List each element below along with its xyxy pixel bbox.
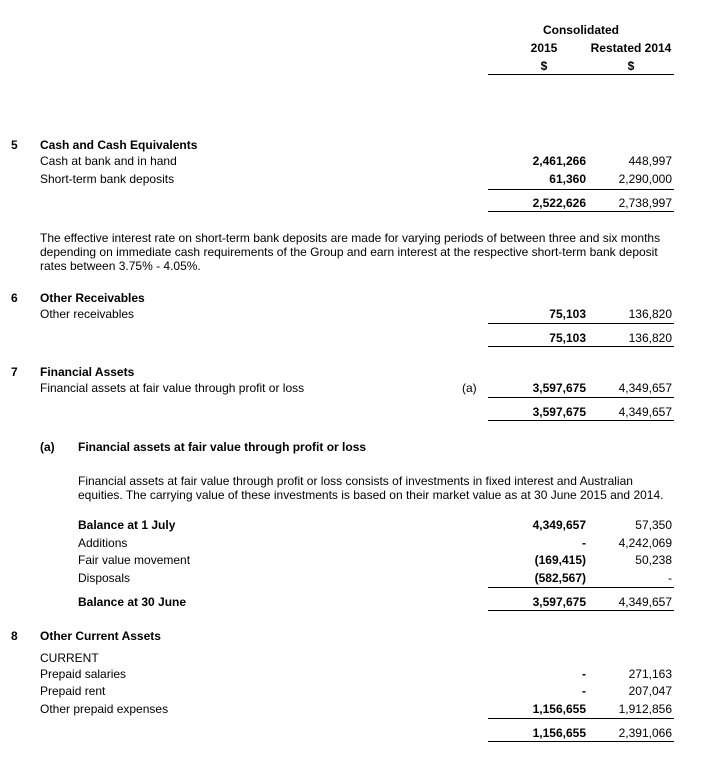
subtotal-rule	[488, 587, 674, 588]
note-8-row-label: Other prepaid expenses	[40, 702, 169, 716]
note-7a-row-value-2014: 50,238	[635, 553, 672, 567]
note-7a-row-label: Fair value movement	[78, 553, 191, 567]
unit-2014-header: $	[627, 59, 635, 73]
note-7a-row-value-2014: -	[668, 571, 672, 585]
note-7-row-value-2014: 4,349,657	[618, 381, 672, 395]
note-7a-row-value-2014: 4,242,069	[618, 536, 672, 550]
note-6-total-2014: 136,820	[628, 331, 672, 345]
note-5-paragraph: The effective interest rate on short-term bank deposits are made for varying periods of between three and six months depending on immediate cash requirements of the Group and earn interest at the respective short-term bank deposit rates between 3.75% - 4.05%.	[40, 231, 661, 273]
note-8-subheading: CURRENT	[40, 651, 99, 665]
note-8-row-value-2015: -	[582, 667, 586, 681]
note-7a-row-value-2015: -	[582, 536, 586, 550]
note-5-title: Cash and Cash Equivalents	[40, 138, 198, 152]
note-7a-row-label: Additions	[78, 536, 128, 550]
note-8-row-label: Prepaid salaries	[40, 667, 127, 681]
note-7a-marker: (a)	[40, 440, 55, 454]
note-8-row-value-2015: -	[582, 684, 586, 698]
note-7a-row-value-2015: (169,415)	[534, 553, 586, 567]
subtotal-rule	[488, 397, 674, 398]
note-7-total-2015: 3,597,675	[532, 405, 586, 419]
note-8-total-2015: 1,156,655	[532, 726, 586, 740]
note-6-title: Other Receivables	[40, 291, 145, 305]
note-8-row-value-2015: 1,156,655	[532, 702, 586, 716]
note-7a-row-value-2014: 57,350	[635, 518, 672, 532]
note-7-number: 7	[11, 365, 18, 379]
note-7a-total-2015: 3,597,675	[532, 595, 586, 609]
note-5-number: 5	[11, 138, 18, 152]
note-8-row-value-2014: 271,163	[628, 667, 672, 681]
note-7a-paragraph: Financial assets at fair value through profit or loss consists of investments in fixed interest and Australian equities. The carrying value of these investments is based on their market value as at 30 June 2015 and 2014.	[78, 474, 664, 502]
note-8-title: Other Current Assets	[40, 629, 161, 643]
header-rule	[488, 74, 674, 75]
note-6-total-2015: 75,103	[549, 331, 586, 345]
note-5-row-value-2014: 2,290,000	[618, 172, 672, 186]
note-7a-total-label: Balance at 30 June	[78, 595, 187, 609]
note-7-row-value-2015: 3,597,675	[532, 381, 586, 395]
note-7-total-2014: 4,349,657	[618, 405, 672, 419]
note-5-total-2014: 2,738,997	[618, 196, 672, 210]
year-2014-header: Restated 2014	[590, 41, 672, 55]
note-8-row-value-2014: 1,912,856	[618, 702, 672, 716]
note-7a-row-label: Balance at 1 July	[78, 518, 176, 532]
total-rule	[488, 610, 674, 611]
note-5-row-label: Short-term bank deposits	[40, 172, 175, 186]
total-rule	[488, 346, 674, 347]
note-6-row-value-2015: 75,103	[549, 307, 586, 321]
note-6-row-label: Other receivables	[40, 307, 135, 321]
note-7-title: Financial Assets	[40, 365, 135, 379]
note-7-row-ref: (a)	[462, 381, 477, 395]
note-6-number: 6	[11, 291, 18, 305]
note-5-row-value-2014: 448,997	[628, 154, 672, 168]
unit-2015-header: $	[540, 59, 548, 73]
note-6-row-value-2014: 136,820	[628, 307, 672, 321]
note-7a-row-value-2015: (582,567)	[534, 571, 586, 585]
note-5-row-label: Cash at bank and in hand	[40, 154, 177, 168]
note-8-total-2014: 2,391,066	[618, 726, 672, 740]
note-7a-row-value-2015: 4,349,657	[532, 518, 586, 532]
note-5-total-2015: 2,522,626	[532, 196, 586, 210]
total-rule	[488, 420, 674, 421]
note-7a-total-2014: 4,349,657	[618, 595, 672, 609]
subtotal-rule	[488, 189, 674, 190]
note-5-row-value-2015: 61,360	[549, 172, 586, 186]
year-2015-header: 2015	[530, 41, 558, 55]
note-7a-title: Financial assets at fair value through profit or loss	[78, 440, 367, 454]
subtotal-rule	[488, 718, 674, 719]
total-rule	[488, 741, 674, 742]
note-5-row-value-2015: 2,461,266	[532, 154, 586, 168]
consolidated-header: Consolidated	[542, 23, 619, 37]
note-8-row-label: Prepaid rent	[40, 684, 106, 698]
note-8-number: 8	[11, 629, 18, 643]
note-8-row-value-2014: 207,047	[628, 684, 672, 698]
note-7-row-label: Financial assets at fair value through profit or loss	[40, 381, 305, 395]
total-rule	[488, 211, 674, 212]
note-7a-row-label: Disposals	[78, 571, 131, 585]
subtotal-rule	[488, 323, 674, 324]
